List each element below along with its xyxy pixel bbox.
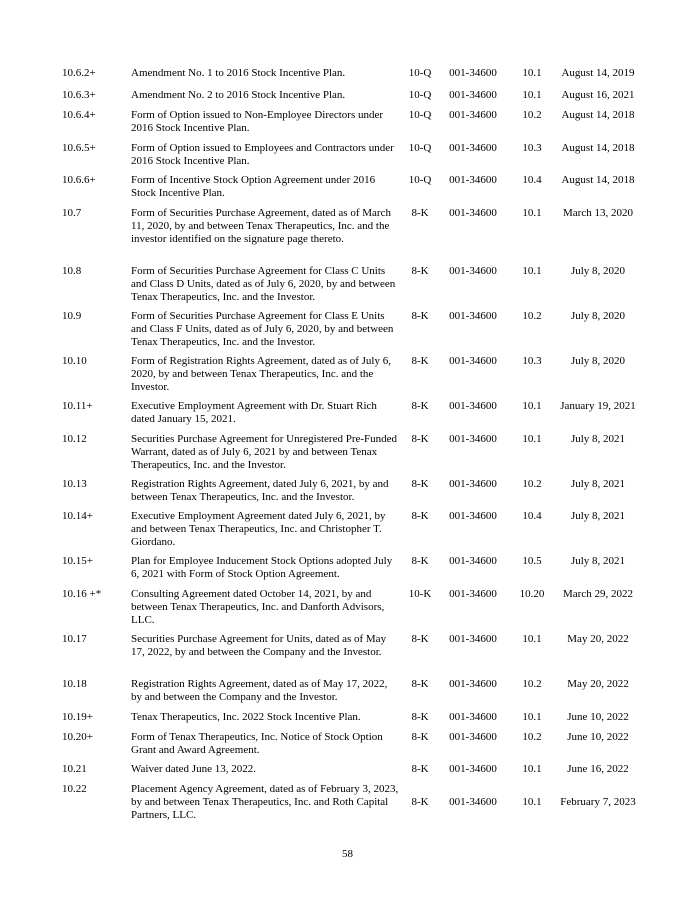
exhibit-description: Form of Tenax Therapeutics, Inc. Notice of Stock Option Grant and Award Agreement. [131,731,383,756]
exhibit-number: 10.9 [62,310,82,322]
exhibit-ref: 10.2 [522,731,542,743]
exhibit-number: 10.6.2+ [62,67,96,79]
exhibit-description: Form of Incentive Stock Option Agreement under 2016 Stock Incentive Plan. [131,174,376,199]
file-number: 001-34600 [449,109,497,121]
filing-form: 8-K [411,555,429,567]
exhibit-description: Securities Purchase Agreement for Units, dated as of May 17, 2022, by and between the Company and the Investor. [131,633,387,658]
filing-date: August 14, 2018 [561,109,635,121]
exhibit-number: 10.6.4+ [62,109,96,121]
file-number: 001-34600 [449,678,497,690]
filing-date: July 8, 2021 [570,433,626,445]
exhibit-description: Consulting Agreement dated October 14, 2021, by and between Tenax Therapeutics, Inc. and Danforth Advisors, LLC. [131,588,385,626]
filing-date: August 14, 2018 [561,142,635,154]
filing-form: 8-K [411,400,429,412]
file-number: 001-34600 [449,711,497,723]
exhibit-description: Registration Rights Agreement, dated as of May 17, 2022, by and between the Company and the Investor. [131,678,388,703]
exhibit-ref: 10.1 [522,67,542,79]
filing-form: 8-K [411,711,429,723]
exhibit-number: 10.15+ [62,555,93,567]
exhibit-description: Form of Securities Purchase Agreement, dated as of March 11, 2020, by and between Tenax Therapeutics, Inc. and the investor identified on the signature page thereto. [131,207,391,245]
filing-form: 10-Q [408,89,432,101]
file-number: 001-34600 [449,796,497,808]
filing-form: 8-K [411,207,429,219]
filing-date: May 20, 2022 [567,678,629,690]
filing-form: 10-Q [408,174,432,186]
filing-date: May 20, 2022 [567,633,629,645]
exhibit-ref: 10.4 [522,510,542,522]
filing-form: 8-K [411,731,429,743]
exhibit-ref: 10.4 [522,174,542,186]
filing-form: 8-K [411,796,429,808]
file-number: 001-34600 [449,310,497,322]
exhibit-description: Form of Option issued to Non-Employee Directors under 2016 Stock Incentive Plan. [131,109,384,134]
exhibit-number: 10.11+ [62,400,93,412]
filing-date: July 8, 2021 [570,478,626,490]
filing-form: 8-K [411,633,429,645]
exhibit-ref: 10.2 [522,478,542,490]
exhibit-description: Amendment No. 2 to 2016 Stock Incentive Plan. [131,89,346,101]
exhibit-number: 10.6.5+ [62,142,96,154]
exhibit-description: Form of Registration Rights Agreement, dated as of July 6, 2020, by and between Tenax Therapeutics, Inc. and the Investor. [131,355,391,393]
file-number: 001-34600 [449,67,497,79]
filing-form: 10-Q [408,67,432,79]
filing-form: 8-K [411,478,429,490]
exhibit-number: 10.19+ [62,711,93,723]
file-number: 001-34600 [449,355,497,367]
exhibit-description: Securities Purchase Agreement for Unregistered Pre-Funded Warrant, dated as of July 6, 2021 by and between Tenax Therapeutics, Inc. and the Investor. [131,433,398,471]
filing-date: March 29, 2022 [563,588,633,600]
filing-form: 8-K [411,433,429,445]
exhibit-description: Registration Rights Agreement, dated July 6, 2021, by and between Tenax Therapeutics, Inc. and the Investor. [131,478,389,503]
filing-date: June 16, 2022 [567,763,629,775]
exhibit-number: 10.21 [62,763,87,775]
exhibit-number: 10.8 [62,265,82,277]
filing-date: July 8, 2020 [570,265,626,277]
exhibit-ref: 10.1 [522,433,542,445]
file-number: 001-34600 [449,731,497,743]
exhibit-number: 10.10 [62,355,87,367]
exhibit-ref: 10.2 [522,678,542,690]
filing-date: January 19, 2021 [560,400,636,412]
exhibit-description: Waiver dated June 13, 2022. [131,763,256,775]
exhibit-ref: 10.20 [519,588,545,600]
exhibit-ref: 10.2 [522,109,542,121]
filing-form: 8-K [411,265,429,277]
filing-date: July 8, 2020 [570,355,626,367]
exhibit-description: Form of Option issued to Employees and Contractors under 2016 Stock Incentive Plan. [131,142,394,167]
exhibit-description: Tenax Therapeutics, Inc. 2022 Stock Incentive Plan. [131,711,361,723]
page-number: 58 [342,848,353,860]
exhibit-number: 10.20+ [62,731,93,743]
exhibit-description: Executive Employment Agreement with Dr. Stuart Rich dated January 15, 2021. [131,400,377,425]
filing-form: 10-Q [408,142,432,154]
file-number: 001-34600 [449,510,497,522]
filing-form: 8-K [411,678,429,690]
file-number: 001-34600 [449,142,497,154]
filing-date: June 10, 2022 [567,711,629,723]
file-number: 001-34600 [449,633,497,645]
exhibit-number: 10.7 [62,207,82,219]
file-number: 001-34600 [449,265,497,277]
exhibit-description: Form of Securities Purchase Agreement for Class E Units and Class F Units, dated as of July 6, 2020, by and between Tenax Therapeutics, Inc. and the Investor. [131,310,394,348]
exhibit-number: 10.16 +* [62,588,102,600]
filing-form: 8-K [411,310,429,322]
exhibit-description: Form of Securities Purchase Agreement for Class C Units and Class D Units, dated as of July 6, 2020, by and between Tenax Therapeutics, Inc. and the Investor. [131,265,396,303]
exhibit-ref: 10.5 [522,555,542,567]
exhibit-ref: 10.1 [522,633,542,645]
file-number: 001-34600 [449,555,497,567]
exhibit-ref: 10.1 [522,265,542,277]
file-number: 001-34600 [449,478,497,490]
filing-date: March 13, 2020 [563,207,633,219]
exhibit-ref: 10.1 [522,763,542,775]
file-number: 001-34600 [449,174,497,186]
exhibit-number: 10.6.6+ [62,174,96,186]
file-number: 001-34600 [449,89,497,101]
file-number: 001-34600 [449,207,497,219]
exhibit-ref: 10.1 [522,207,542,219]
filing-date: February 7, 2023 [560,796,636,808]
file-number: 001-34600 [449,588,497,600]
exhibit-ref: 10.3 [522,355,542,367]
exhibit-number: 10.17 [62,633,87,645]
exhibit-number: 10.6.3+ [62,89,96,101]
exhibit-ref: 10.1 [522,711,542,723]
file-number: 001-34600 [449,400,497,412]
exhibit-ref: 10.1 [522,89,542,101]
filing-date: July 8, 2020 [570,310,626,322]
exhibit-number: 10.14+ [62,510,93,522]
exhibit-number: 10.12 [62,433,87,445]
filing-date: August 14, 2019 [561,67,635,79]
exhibit-number: 10.22 [62,783,87,795]
exhibit-description: Placement Agency Agreement, dated as of February 3, 2023, by and between Tenax Therapeutics, Inc. and Roth Capital Partners, LLC. [131,783,399,821]
filing-date: July 8, 2021 [570,555,626,567]
filing-form: 8-K [411,763,429,775]
exhibit-description: Executive Employment Agreement dated July 6, 2021, by and between Tenax Therapeutics, Inc. and Christopher T. Giordano. [131,510,386,548]
exhibit-ref: 10.3 [522,142,542,154]
filing-form: 10-K [408,588,432,600]
filing-date: August 16, 2021 [561,89,635,101]
file-number: 001-34600 [449,763,497,775]
filing-form: 10-Q [408,109,432,121]
filing-form: 8-K [411,510,429,522]
exhibit-number: 10.18 [62,678,87,690]
filing-date: June 10, 2022 [567,731,629,743]
exhibit-number: 10.13 [62,478,87,490]
exhibit-ref: 10.2 [522,310,542,322]
filing-form: 8-K [411,355,429,367]
exhibit-ref: 10.1 [522,796,542,808]
filing-date: August 14, 2018 [561,174,635,186]
exhibit-description: Amendment No. 1 to 2016 Stock Incentive Plan. [131,67,346,79]
exhibit-description: Plan for Employee Inducement Stock Options adopted July 6, 2021 with Form of Stock Option Agreement. [131,555,393,580]
exhibit-ref: 10.1 [522,400,542,412]
file-number: 001-34600 [449,433,497,445]
filing-date: July 8, 2021 [570,510,626,522]
